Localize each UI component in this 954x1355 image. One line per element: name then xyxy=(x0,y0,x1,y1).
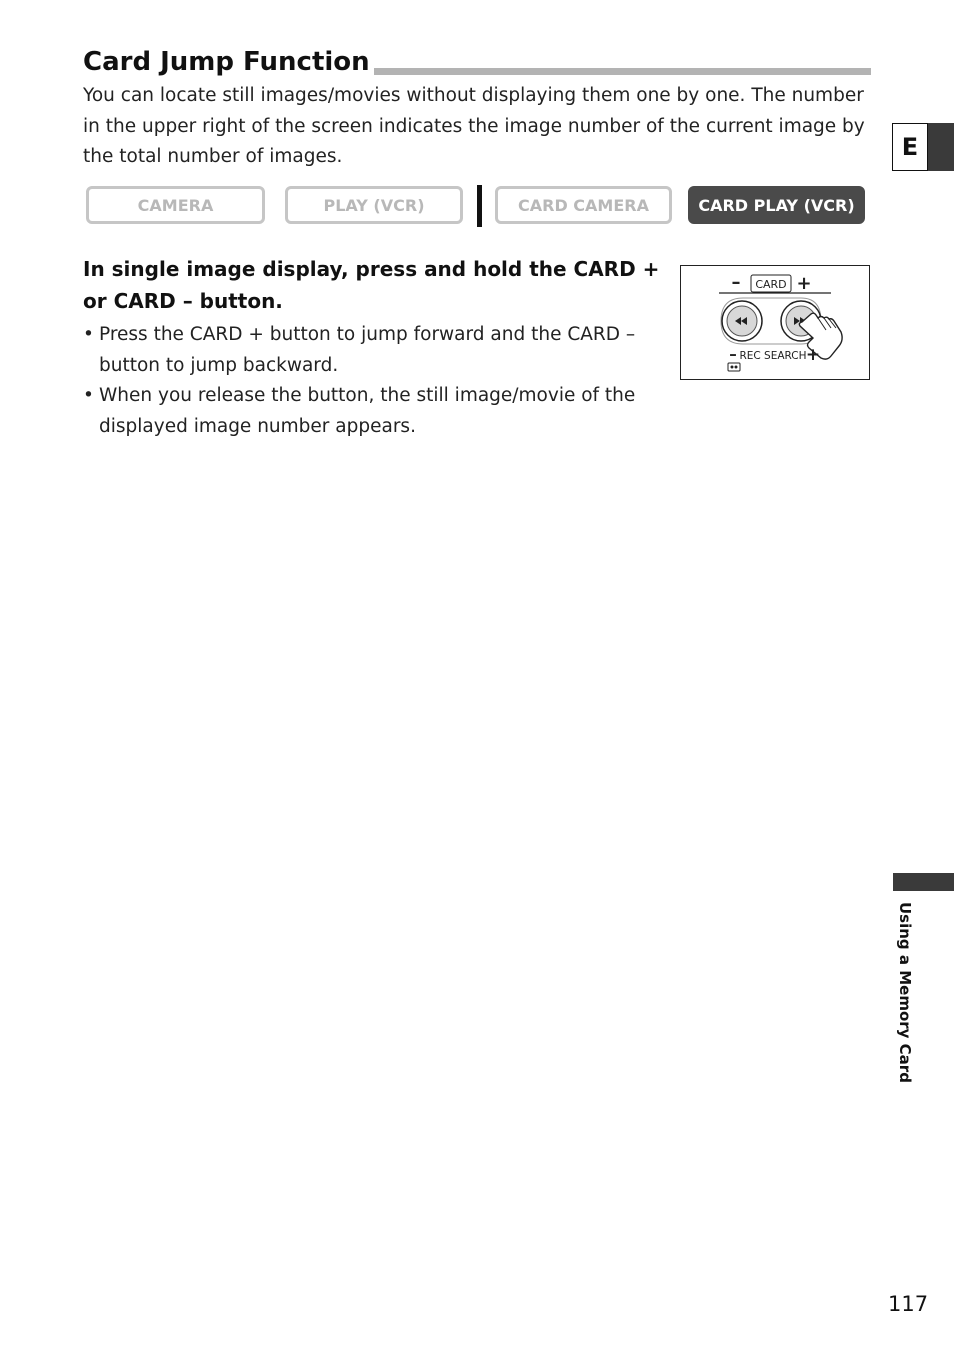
language-tab-letter: E xyxy=(892,123,928,171)
bullet-list xyxy=(83,320,683,442)
section-marker-bar xyxy=(893,873,954,891)
bullet-text: When you release the button, the still image/movie of the displayed image number appears. xyxy=(99,385,636,437)
rec-search-minus-sign: – xyxy=(729,345,737,363)
card-minus-sign: – xyxy=(731,272,741,293)
bullet-mark: • xyxy=(83,385,94,406)
mode-divider xyxy=(477,185,482,227)
step-heading: In single image display, press and hold the CARD + or CARD – button. xyxy=(83,257,660,313)
mode-play-vcr-badge: PLAY (VCR) xyxy=(285,186,463,224)
bullet-mark: • xyxy=(83,324,94,345)
cassette-icon xyxy=(728,363,740,371)
language-tab xyxy=(892,123,954,171)
page-number: 117 xyxy=(888,1292,929,1316)
intro-paragraph: You can locate still images/movies without displaying them one by one. The number in the upper right of the screen indicates the image number of the current image by the total number of images. xyxy=(83,85,865,167)
card-button-illustration xyxy=(680,265,870,380)
card-plus-sign: + xyxy=(796,273,812,294)
card-button-diagram xyxy=(681,266,869,379)
section-label: Using a Memory Card xyxy=(896,902,914,1083)
rewind-icon xyxy=(722,301,762,341)
rec-search-plus-sign: + xyxy=(805,345,821,365)
page-title: Card Jump Function xyxy=(83,44,374,80)
card-label-text: CARD xyxy=(755,278,787,291)
mode-camera-badge: CAMERA xyxy=(86,186,265,224)
language-tab-fill xyxy=(928,123,954,171)
mode-card-play-vcr-badge: CARD PLAY (VCR) xyxy=(688,186,865,224)
bullet-text: Press the CARD + button to jump forward and the CARD – button to jump backward. xyxy=(99,324,636,376)
list-item xyxy=(83,320,683,381)
rec-search-label: REC SEARCH xyxy=(739,350,807,362)
list-item xyxy=(83,381,683,442)
mode-card-camera-badge: CARD CAMERA xyxy=(495,186,672,224)
